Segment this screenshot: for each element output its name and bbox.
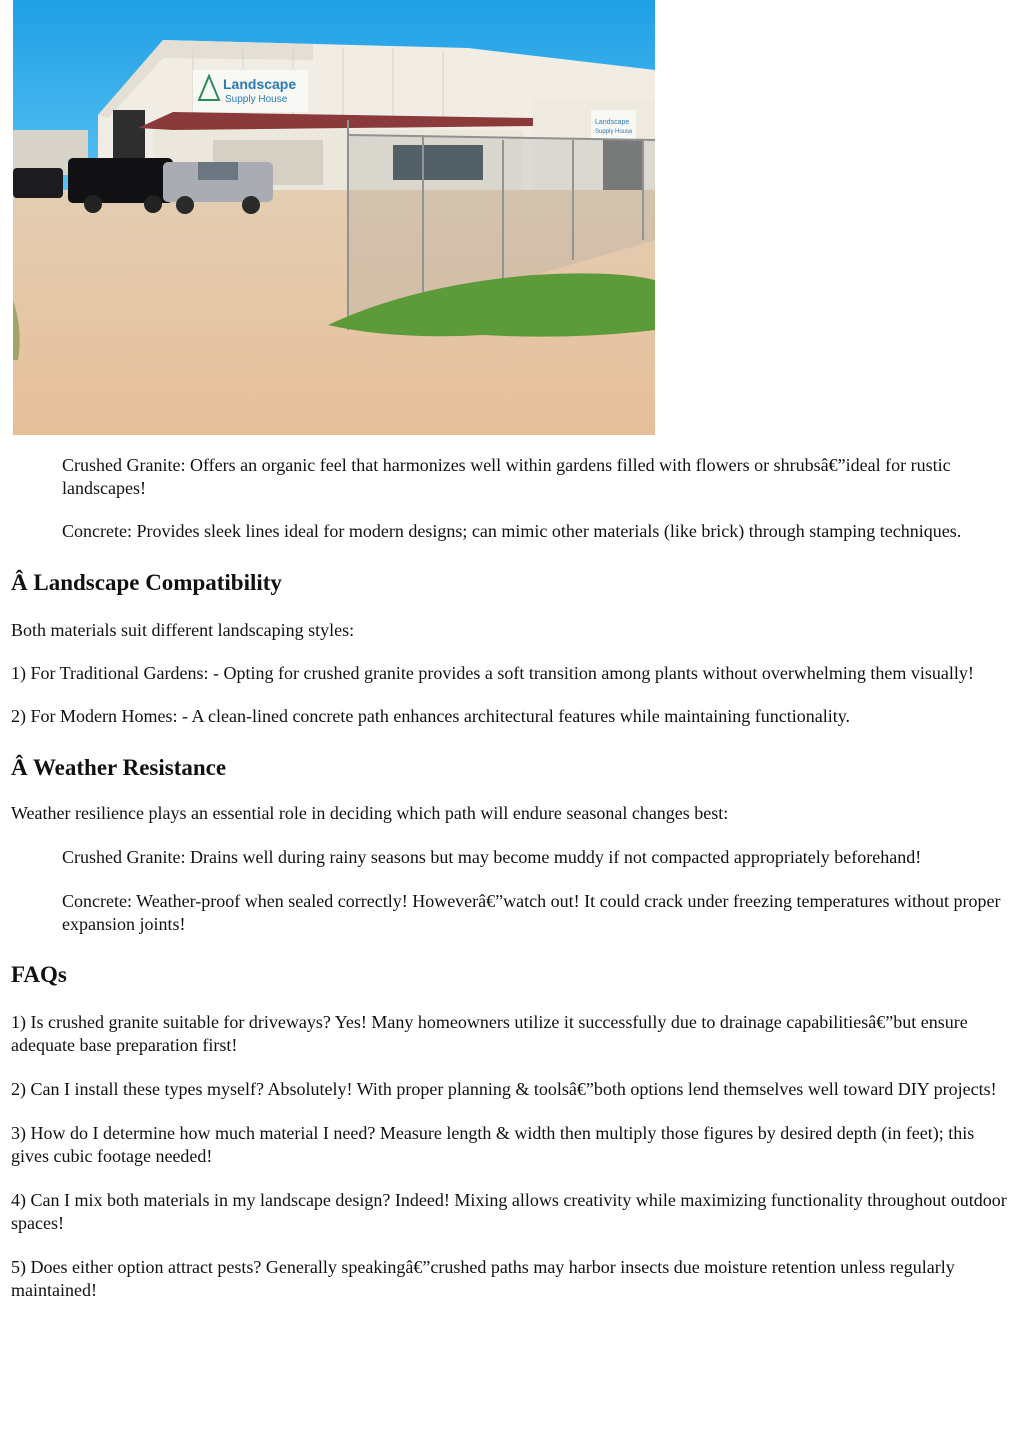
list-item: Crushed Granite: Offers an organic feel that harmonizes well within gardens filled with flowers or shrubsâ€”ideal for rustic landscapes! — [62, 455, 951, 498]
section-heading-weather: Â Weather Resistance — [11, 755, 227, 780]
faq-item: 4) Can I mix both materials in my landscape design? Indeed! Mixing allows creativity while maximizing functionality throughout outdoor spaces! — [11, 1190, 1007, 1233]
faq-item: 3) How do I determine how much material I need? Measure length & width then multiply those figures by desired depth (in feet); this gives cubic footage needed! — [11, 1123, 975, 1166]
side-sign-line1: Landscape — [595, 119, 630, 126]
paragraph: Weather resilience plays an essential role in deciding which path will endure seasonal changes best: — [11, 803, 729, 823]
list-item: Concrete: Provides sleek lines ideal for modern designs; can mimic other materials (like brick) through stamping techniques. — [62, 521, 962, 541]
faq-item: 2) Can I install these types myself? Absolutely! With proper planning & toolsâ€”both options lend themselves well toward DIY projects! — [11, 1079, 997, 1099]
list-item: Concrete: Weather-proof when sealed correctly! Howeverâ€”watch out! It could crack under freezing temperatures without proper expansion joints! — [62, 891, 1001, 934]
intro-list — [62, 454, 1014, 543]
building-sign-line2: Supply House — [225, 94, 288, 105]
paragraph: Both materials suit different landscaping styles: — [11, 620, 355, 640]
section-heading-faqs: FAQs — [11, 962, 67, 987]
faq-item: 1) Is crushed granite suitable for driveways? Yes! Many homeowners utilize it successfully due to drainage capabilitiesâ€”but ensure adequate base preparation first! — [11, 1012, 968, 1055]
section-heading-landscape: Â Landscape Compatibility — [11, 570, 282, 595]
weather-list — [62, 846, 1014, 936]
faq-item: 5) Does either option attract pests? Generally speakingâ€”crushed paths may harbor insects due moisture retention unless regularly maintained! — [11, 1257, 955, 1300]
side-sign-line2: Supply House — [595, 129, 633, 135]
storefront-photo — [13, 0, 655, 435]
paragraph: 2) For Modern Homes: - A clean-lined concrete path enhances architectural features while maintaining functionality. — [11, 706, 851, 726]
paragraph: 1) For Traditional Gardens: - Opting for crushed granite provides a soft transition among plants without overwhelming them visually! — [11, 663, 974, 683]
building-sign-line1: Landscape — [223, 76, 297, 92]
list-item: Crushed Granite: Drains well during rainy seasons but may become muddy if not compacted appropriately beforehand! — [62, 847, 922, 867]
